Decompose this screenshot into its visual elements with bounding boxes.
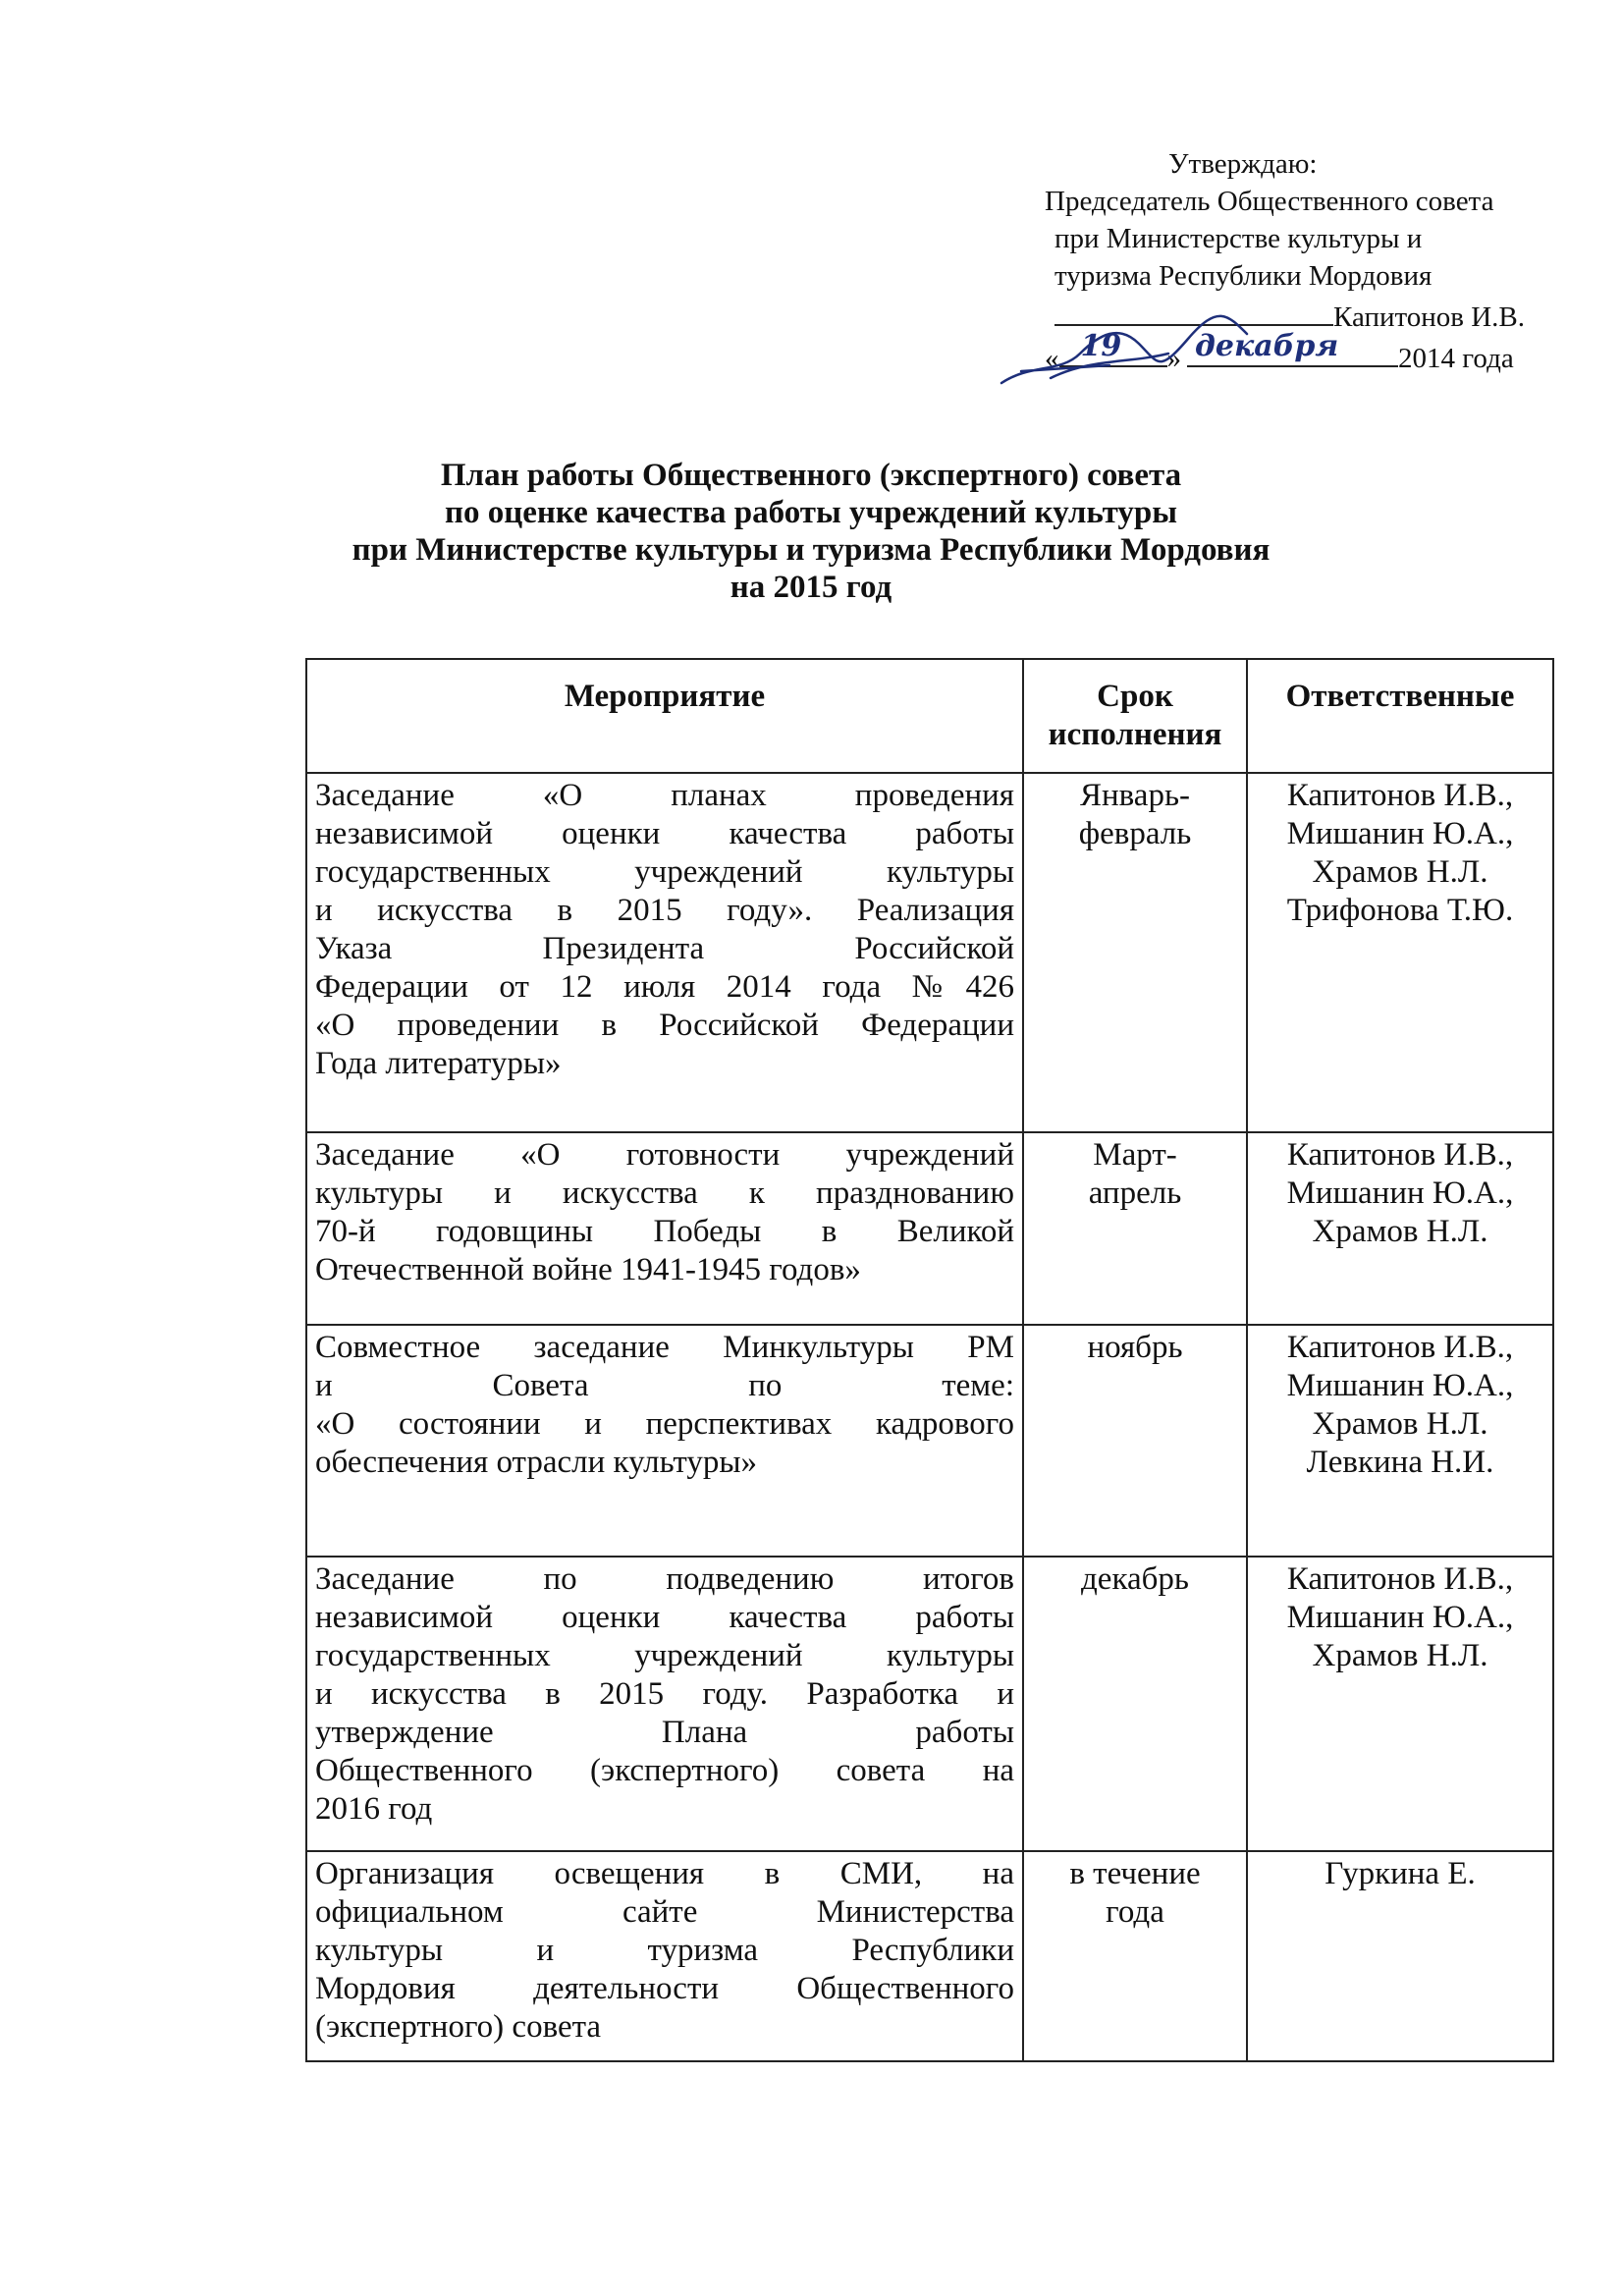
document-title <box>0 457 1622 606</box>
event-text-line: независимой оценки качества работы <box>315 816 1014 851</box>
signature-scribble <box>992 304 1286 393</box>
term-text-line: в течение <box>1069 1856 1201 1891</box>
plan-table <box>305 658 1554 2062</box>
event-text-line: обеспечения отрасли культуры» <box>315 1445 758 1480</box>
table-row <box>306 1325 1553 1557</box>
term-cell <box>1023 1132 1247 1325</box>
responsible-name: Храмов Н.Л. <box>1312 854 1488 890</box>
responsible-name: Капитонов И.В., <box>1286 778 1514 813</box>
date-close-quote: » <box>1166 343 1181 374</box>
event-text-line: культуры и туризма Республики <box>315 1933 1014 1968</box>
approval-position-line3: туризма Республики Мордовия <box>1054 260 1433 292</box>
event-cell <box>306 1325 1023 1557</box>
responsible-name: Мишанин Ю.А., <box>1286 1175 1514 1211</box>
event-text-line: (экспертного) совета <box>315 2009 602 2045</box>
event-text-line: «О проведении в Российской Федерации <box>315 1008 1014 1043</box>
table-row <box>306 1851 1553 2061</box>
responsible-name: Капитонов И.В., <box>1286 1561 1514 1597</box>
event-text-line: Заседание «О готовности учреждений <box>315 1137 1014 1173</box>
event-text-line: и искусства в 2015 году. Разработка и <box>315 1676 1014 1712</box>
responsible-cell <box>1247 1132 1553 1325</box>
event-text-line: утверждение Плана работы <box>315 1715 1014 1750</box>
signatory-name: Капитонов И.В. <box>1333 301 1526 333</box>
event-text-line: Указа Президента Российской <box>315 931 1014 966</box>
header-term <box>1023 659 1247 773</box>
responsible-name: Трифонова Т.Ю. <box>1286 893 1514 928</box>
table-row <box>306 773 1553 1132</box>
responsible-name: Храмов Н.Л. <box>1312 1638 1488 1673</box>
table-row <box>306 1132 1553 1325</box>
event-text-line: государственных учреждений культуры <box>315 854 1014 890</box>
event-text-line: Заседание по подведению итогов <box>315 1561 1014 1597</box>
header-term-line1: Срок <box>1097 679 1173 714</box>
event-text-line: и Совета по теме: <box>315 1368 1014 1403</box>
responsible-name: Храмов Н.Л. <box>1312 1406 1488 1442</box>
table-row <box>306 1557 1553 1851</box>
responsible-name: Храмов Н.Л. <box>1312 1214 1488 1249</box>
event-text-line: официальном сайте Министерства <box>315 1894 1014 1930</box>
responsible-cell <box>1247 1325 1553 1557</box>
term-text-line: Март- <box>1093 1137 1177 1173</box>
term-cell <box>1023 1851 1247 2061</box>
term-text-line: апрель <box>1088 1175 1182 1211</box>
responsible-name: Мишанин Ю.А., <box>1286 1600 1514 1635</box>
title-line-1: План работы Общественного (экспертного) совета <box>440 458 1182 493</box>
event-text-line: независимой оценки качества работы <box>315 1600 1014 1635</box>
event-cell <box>306 1851 1023 2061</box>
term-text-line: февраль <box>1078 816 1192 851</box>
event-text-line: Общественного (экспертного) совета на <box>315 1753 1014 1788</box>
date-open-quote: « <box>1045 343 1059 374</box>
date-month: декабря <box>1195 329 1339 363</box>
term-text-line: года <box>1106 1894 1164 1930</box>
responsible-cell <box>1247 773 1553 1132</box>
header-responsible: Ответственные <box>1247 659 1553 773</box>
title-line-3: при Министерстве культуры и туризма Республики Мордовия <box>351 532 1271 568</box>
title-line-2: по оценке качества работы учреждений культуры <box>444 495 1177 530</box>
event-text-line: 2016 год <box>315 1791 433 1827</box>
event-text-line: Мордовия деятельности Общественного <box>315 1971 1014 2006</box>
event-text-line: государственных учреждений культуры <box>315 1638 1014 1673</box>
event-cell <box>306 1132 1023 1325</box>
table-header-row <box>306 659 1553 773</box>
term-text-line: декабрь <box>1081 1561 1189 1597</box>
event-text-line: и искусства в 2015 году». Реализация <box>315 893 1014 928</box>
approval-heading: Утверждаю: <box>1168 148 1318 180</box>
event-text-line: культуры и искусства к празднованию <box>315 1175 1014 1211</box>
responsible-name: Левкина Н.И. <box>1306 1445 1494 1480</box>
responsible-cell <box>1247 1851 1553 2061</box>
header-term-line2: исполнения <box>1048 717 1222 752</box>
term-text-line: ноябрь <box>1087 1330 1183 1365</box>
event-text-line: Года литературы» <box>315 1046 562 1081</box>
approval-position: Председатель Общественного совета <box>1045 186 1494 217</box>
responsible-name: Капитонов И.В., <box>1286 1137 1514 1173</box>
date-day: 19 <box>1080 329 1122 363</box>
responsible-cell <box>1247 1557 1553 1851</box>
event-text-line: Организация освещения в СМИ, на <box>315 1856 1014 1891</box>
header-event: Мероприятие <box>306 659 1023 773</box>
event-text-line: «О состоянии и перспективах кадрового <box>315 1406 1014 1442</box>
event-text-line: 70-й годовщины Победы в Великой <box>315 1214 1014 1249</box>
approval-position-line2: при Министерстве культуры и <box>1054 223 1423 254</box>
event-text-line: Заседание «О планах проведения <box>315 778 1014 813</box>
responsible-name: Мишанин Ю.А., <box>1286 1368 1514 1403</box>
term-cell <box>1023 1557 1247 1851</box>
title-line-4: на 2015 год <box>730 570 892 605</box>
responsible-name: Гуркина Е. <box>1325 1856 1476 1891</box>
responsible-name: Капитонов И.В., <box>1286 1330 1514 1365</box>
event-text-line: Отечественной войне 1941-1945 годов» <box>315 1252 861 1287</box>
event-cell <box>306 773 1023 1132</box>
event-text-line: Совместное заседание Минкультуры РМ <box>315 1330 1014 1365</box>
responsible-name: Мишанин Ю.А., <box>1286 816 1514 851</box>
event-cell <box>306 1557 1023 1851</box>
term-cell <box>1023 773 1247 1132</box>
term-cell <box>1023 1325 1247 1557</box>
term-text-line: Январь- <box>1079 778 1190 813</box>
date-year: 2014 года <box>1398 343 1514 374</box>
event-text-line: Федерации от 12 июля 2014 года №426 <box>315 969 1014 1005</box>
